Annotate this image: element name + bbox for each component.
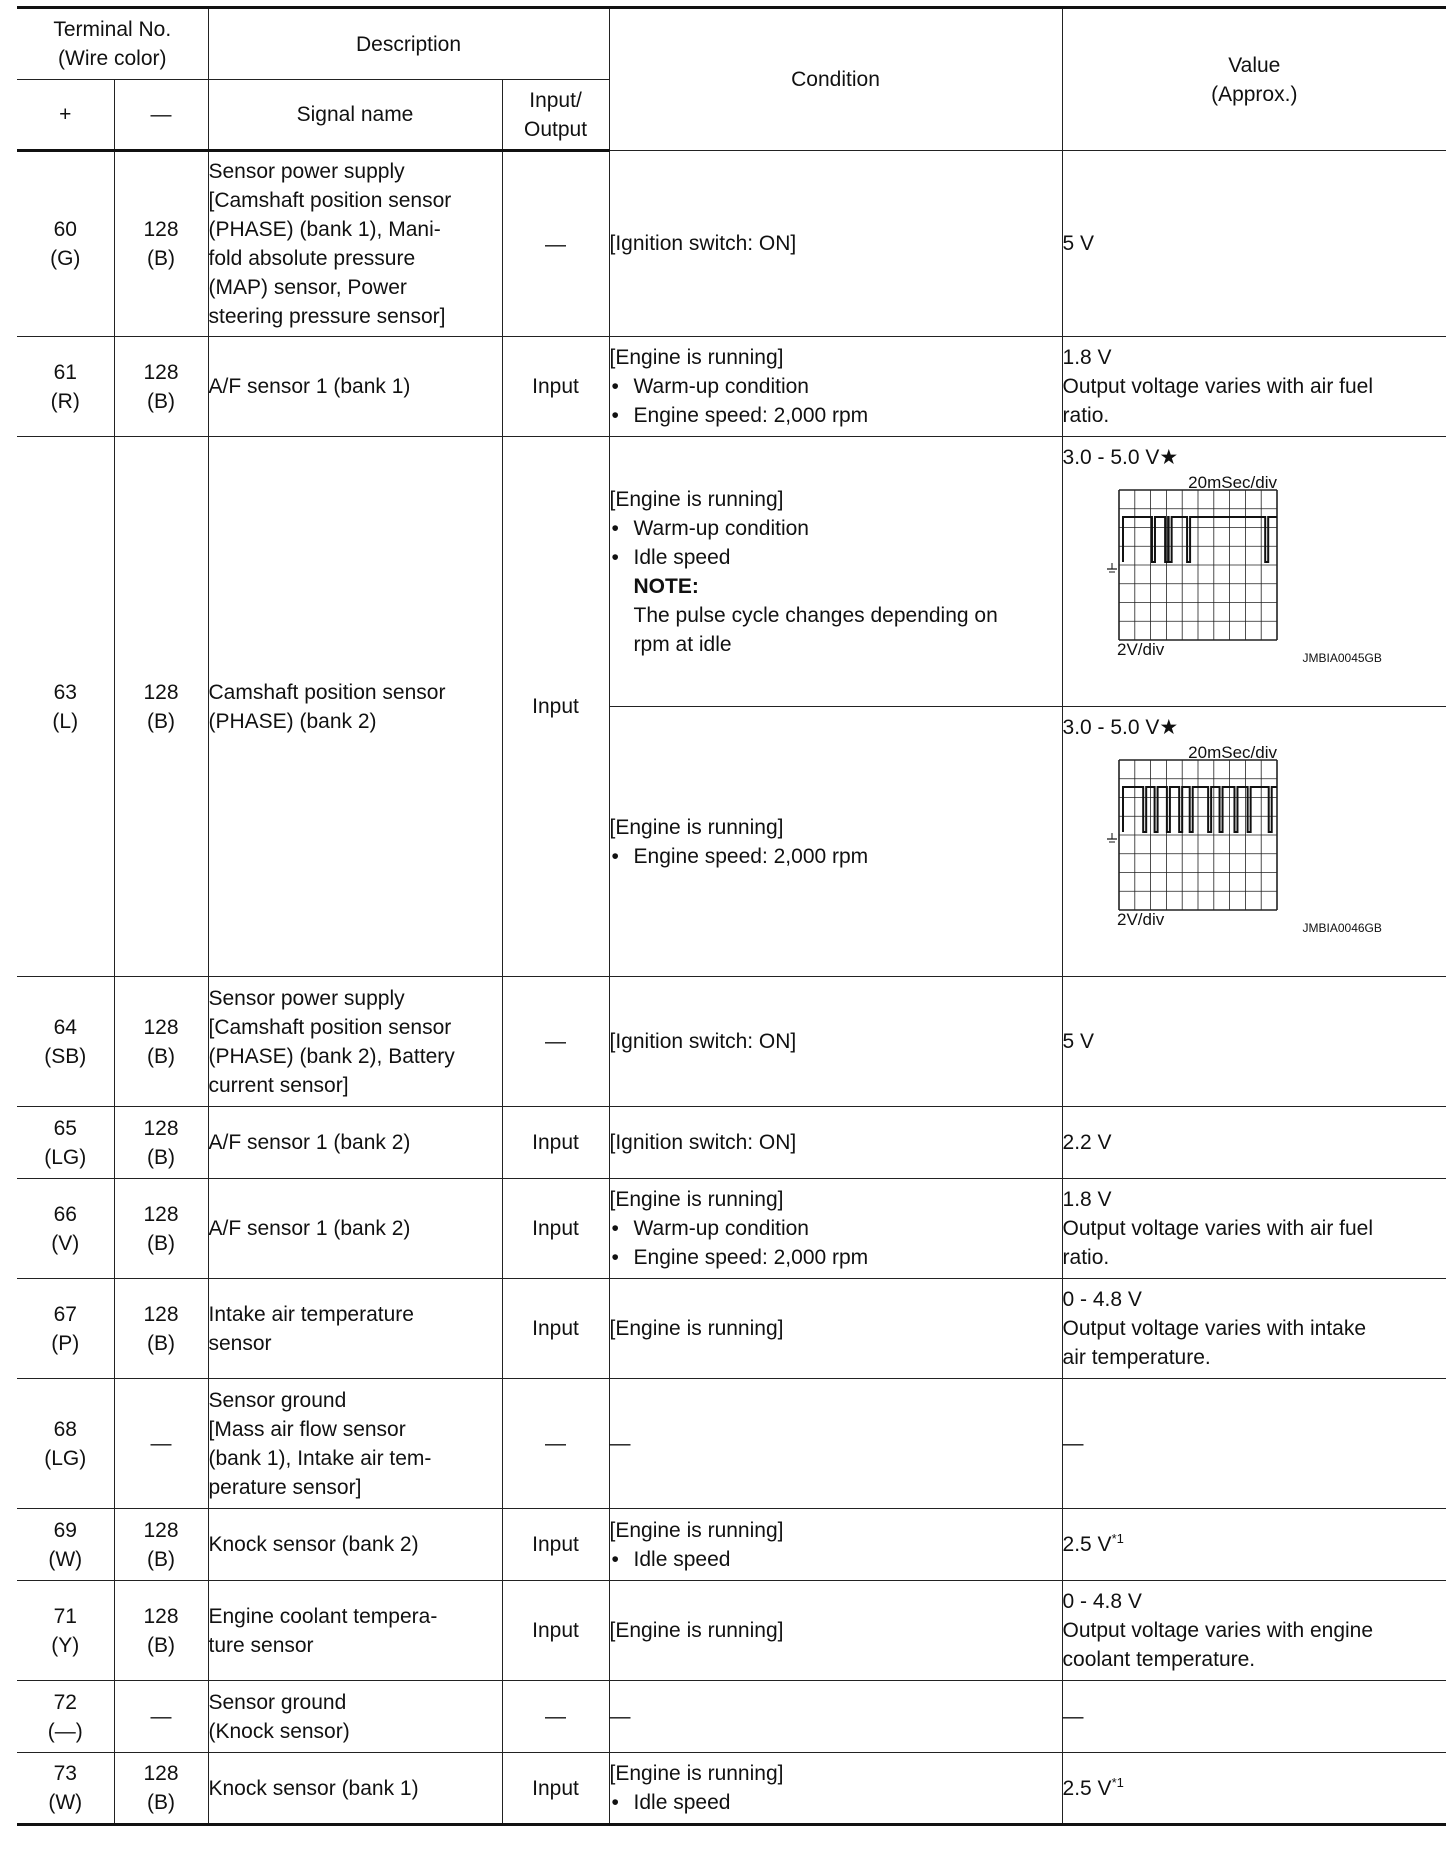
terminal-number: 66 xyxy=(53,1202,77,1226)
value xyxy=(1062,707,1446,977)
condition xyxy=(609,1107,1062,1179)
signal-line: [Camshaft position sensor xyxy=(208,1015,452,1039)
value-line: — xyxy=(1062,1705,1084,1728)
terminal-minus xyxy=(114,1179,208,1279)
note-text: rpm at idle xyxy=(633,632,732,656)
value xyxy=(1062,1179,1446,1279)
signal-name xyxy=(208,151,502,337)
value xyxy=(1062,151,1446,337)
wire-color: (B) xyxy=(147,1331,175,1355)
condition-line: [Engine is running] xyxy=(609,1518,784,1542)
value-line: ratio. xyxy=(1062,1246,1110,1269)
input-output: Input xyxy=(502,1107,609,1179)
signal-name xyxy=(208,1179,502,1279)
condition xyxy=(609,1379,1062,1509)
condition xyxy=(609,437,1062,707)
signal-line: A/F sensor 1 (bank 2) xyxy=(208,1217,411,1240)
value-line: Output voltage varies with engine xyxy=(1062,1619,1374,1642)
terminal-number: 63 xyxy=(53,680,77,704)
signal-name xyxy=(208,1379,502,1509)
terminal-plus xyxy=(17,977,114,1107)
input-output: — xyxy=(502,1681,609,1753)
signal-line: Sensor power supply xyxy=(208,986,405,1010)
condition xyxy=(609,151,1062,337)
signal-line: fold absolute pressure xyxy=(208,247,416,270)
value-line: 0 - 4.8 V xyxy=(1062,1288,1142,1311)
input-output: — xyxy=(502,1379,609,1509)
value-line: Output voltage varies with intake xyxy=(1062,1317,1367,1340)
header-minus: — xyxy=(114,80,208,151)
input-output: Input xyxy=(502,1509,609,1581)
terminal-minus xyxy=(114,1107,208,1179)
terminal-number: 128 xyxy=(143,218,179,241)
header-value-label: Value xyxy=(1228,53,1281,77)
waveform-volt-div: 2V/div xyxy=(1116,910,1164,926)
wire-color: (B) xyxy=(147,389,175,413)
condition-line: [Ignition switch: ON] xyxy=(609,1030,797,1053)
wire-color: (L) xyxy=(52,709,79,733)
signal-line: Sensor ground xyxy=(208,1690,347,1714)
value xyxy=(1062,1581,1446,1681)
value-line: 5 V xyxy=(1062,1030,1095,1053)
signal-line: Sensor power supply xyxy=(208,160,405,183)
note-label: NOTE: xyxy=(633,574,699,598)
condition-line: — xyxy=(609,1705,631,1728)
value xyxy=(1062,1509,1446,1581)
signal-name xyxy=(208,1279,502,1379)
header-approx: (Approx.) xyxy=(1211,82,1298,106)
value-line: 3.0 - 5.0 V★ xyxy=(1062,446,1179,469)
wire-color: (SB) xyxy=(44,1044,87,1068)
value-line: ratio. xyxy=(1062,404,1110,427)
waveform-2 xyxy=(1097,746,1347,926)
note-text: The pulse cycle changes depending on xyxy=(633,603,998,627)
header-input: Input/ xyxy=(529,88,582,112)
signal-line: [Mass air flow sensor xyxy=(208,1417,406,1441)
terminal-plus xyxy=(17,151,114,337)
wire-color: (B) xyxy=(147,1791,175,1814)
condition-bullet: • Engine speed: 2,000 rpm xyxy=(610,1243,1062,1272)
signal-name xyxy=(208,1107,502,1179)
header-description: Description xyxy=(208,8,609,80)
value-line: air temperature. xyxy=(1062,1346,1211,1369)
header-plus: + xyxy=(17,80,114,151)
condition-bullet: • Warm-up condition xyxy=(610,514,1062,543)
signal-line: [Camshaft position sensor xyxy=(208,189,452,212)
input-output: Input xyxy=(502,337,609,437)
signal-line: (Knock sensor) xyxy=(208,1719,350,1743)
signal-line: (PHASE) (bank 2) xyxy=(208,709,377,733)
wire-color: (W) xyxy=(48,1547,83,1571)
table-row xyxy=(17,1581,1446,1681)
condition xyxy=(609,1509,1062,1581)
waveform-volt-div: 2V/div xyxy=(1116,640,1164,656)
value-line: Output voltage varies with air fuel xyxy=(1062,375,1374,398)
signal-name xyxy=(208,1581,502,1681)
wire-color: (V) xyxy=(51,1231,80,1255)
wire-color: (P) xyxy=(51,1331,80,1355)
wire-color: (W) xyxy=(48,1791,83,1814)
table-row xyxy=(17,977,1446,1107)
waveform-time-div: 20mSec/div xyxy=(1187,746,1277,762)
wire-color: (—) xyxy=(47,1719,83,1743)
input-output: Input xyxy=(502,1179,609,1279)
signal-line: sensor xyxy=(208,1331,272,1355)
terminal-number: 128 xyxy=(143,1762,179,1785)
signal-line: A/F sensor 1 (bank 2) xyxy=(208,1131,411,1154)
header-signal-name: Signal name xyxy=(208,80,502,151)
terminal-number: 61 xyxy=(53,360,77,384)
value-line: 2.5 $V^{*1}$ xyxy=(1062,1774,1124,1800)
terminal-number: 71 xyxy=(53,1604,77,1628)
waveform-1 xyxy=(1097,476,1347,656)
waveform-box xyxy=(1063,742,1447,937)
table-row xyxy=(17,437,1446,707)
input-output: Input xyxy=(502,1279,609,1379)
wire-color: (B) xyxy=(147,709,175,733)
signal-line: A/F sensor 1 (bank 1) xyxy=(208,375,411,398)
signal-line: Sensor ground xyxy=(208,1388,347,1412)
input-output: Input xyxy=(502,437,609,977)
signal-name xyxy=(208,1681,502,1753)
wire-color: (LG) xyxy=(44,1446,87,1470)
input-output: Input xyxy=(502,1753,609,1825)
value-line: Output voltage varies with air fuel xyxy=(1062,1217,1374,1240)
value xyxy=(1062,1107,1446,1179)
condition-line: — xyxy=(609,1432,631,1455)
table-row xyxy=(17,1681,1446,1753)
wire-color: (B) xyxy=(147,1633,175,1657)
wire-color: (Y) xyxy=(51,1633,80,1657)
wire-color: (B) xyxy=(147,1145,175,1169)
condition xyxy=(609,1753,1062,1825)
terminal-number: 128 xyxy=(143,1015,179,1039)
condition-line: [Engine is running] xyxy=(609,815,784,839)
condition xyxy=(609,1681,1062,1753)
waveform-code: JMBIA0046GB xyxy=(1302,921,1382,935)
terminal-minus xyxy=(114,1379,208,1509)
value-line: 5 V xyxy=(1062,232,1095,255)
terminal-number: 73 xyxy=(53,1762,77,1785)
value-line: 1.8 V xyxy=(1062,1188,1112,1211)
input-output: — xyxy=(502,977,609,1107)
signal-name xyxy=(208,1509,502,1581)
terminal-number: 72 xyxy=(53,1690,77,1714)
terminal-number: 64 xyxy=(53,1015,77,1039)
wire-color: (B) xyxy=(147,247,175,270)
condition xyxy=(609,977,1062,1107)
terminal-minus xyxy=(114,1681,208,1753)
signal-name xyxy=(208,437,502,977)
terminal-number: 128 xyxy=(143,1518,179,1542)
terminal-minus xyxy=(114,977,208,1107)
value-line: 1.8 V xyxy=(1062,346,1112,369)
condition-bullet: • Engine speed: 2,000 rpm xyxy=(610,401,1062,430)
value-line: — xyxy=(1062,1432,1084,1455)
terminal-number: 68 xyxy=(53,1417,77,1441)
value-line: coolant temperature. xyxy=(1062,1648,1256,1671)
condition-line: [Engine is running] xyxy=(609,1619,784,1642)
condition-bullet: • Idle speed xyxy=(610,543,1062,572)
header-output: Output xyxy=(523,117,588,141)
terminal-plus xyxy=(17,1107,114,1179)
table-row xyxy=(17,1509,1446,1581)
terminal-plus xyxy=(17,1753,114,1825)
signal-line: Knock sensor (bank 2) xyxy=(208,1533,419,1556)
condition-line: [Ignition switch: ON] xyxy=(609,232,797,255)
terminal-number: 60 xyxy=(53,218,77,241)
condition-bullet: • Warm-up condition xyxy=(610,372,1062,401)
condition-bullet: • Warm-up condition xyxy=(610,1214,1062,1243)
condition xyxy=(609,1179,1062,1279)
value-line: 2.5 $V^{*1}$ xyxy=(1062,1531,1124,1556)
value xyxy=(1062,1681,1446,1753)
value xyxy=(1062,1753,1446,1825)
wire-color: (B) xyxy=(147,1547,175,1571)
terminal-minus xyxy=(114,1581,208,1681)
wire-color: (R) xyxy=(50,389,80,413)
table-row xyxy=(17,1753,1446,1825)
terminal-number: — xyxy=(150,1705,172,1728)
terminal-number: — xyxy=(150,1432,172,1455)
header-condition: Condition xyxy=(609,8,1062,151)
condition-line: [Engine is running] xyxy=(609,1188,784,1211)
terminal-plus xyxy=(17,1179,114,1279)
input-output: — xyxy=(502,151,609,337)
header-value xyxy=(1062,8,1446,151)
table-row xyxy=(17,1279,1446,1379)
value xyxy=(1062,337,1446,437)
header-wire-color: (Wire color) xyxy=(58,47,167,70)
table-body xyxy=(17,151,1446,1825)
signal-line: steering pressure sensor] xyxy=(208,305,446,328)
signal-line: Knock sensor (bank 1) xyxy=(208,1776,419,1800)
condition-line: [Ignition switch: ON] xyxy=(609,1131,797,1154)
terminal-plus xyxy=(17,437,114,977)
table-row xyxy=(17,1379,1446,1509)
terminal-number: 128 xyxy=(143,1116,179,1140)
value-footnote: *1 xyxy=(1111,1774,1124,1790)
value xyxy=(1062,437,1446,707)
signal-name xyxy=(208,977,502,1107)
table-row xyxy=(17,1179,1446,1279)
table-row xyxy=(17,151,1446,337)
header-input-output xyxy=(502,80,609,151)
condition-bullet: • Idle speed xyxy=(610,1545,1062,1574)
signal-name xyxy=(208,1753,502,1825)
value xyxy=(1062,1379,1446,1509)
condition xyxy=(609,337,1062,437)
terminal-plus xyxy=(17,1279,114,1379)
table-row xyxy=(17,1107,1446,1179)
terminal-plus xyxy=(17,1681,114,1753)
wire-color: (B) xyxy=(147,1231,175,1255)
signal-line: (MAP) sensor, Power xyxy=(208,276,407,299)
waveform-box xyxy=(1063,472,1447,667)
terminal-table xyxy=(17,6,1446,1826)
terminal-minus xyxy=(114,1509,208,1581)
terminal-number: 69 xyxy=(53,1518,77,1542)
waveform-time-div: 20mSec/div xyxy=(1187,476,1277,492)
signal-line: current sensor] xyxy=(208,1073,349,1097)
value-line: 0 - 4.8 V xyxy=(1062,1590,1142,1613)
input-output: Input xyxy=(502,1581,609,1681)
condition xyxy=(609,707,1062,977)
condition-line: [Engine is running] xyxy=(609,1317,784,1340)
waveform-code: JMBIA0045GB xyxy=(1302,651,1382,665)
terminal-minus xyxy=(114,1279,208,1379)
signal-line: (PHASE) (bank 2), Battery xyxy=(208,1044,455,1068)
terminal-number: 128 xyxy=(143,1302,179,1326)
terminal-number: 128 xyxy=(143,1202,179,1226)
signal-name xyxy=(208,337,502,437)
condition-line: [Engine is running] xyxy=(609,1762,784,1785)
value-line: 2.2 V xyxy=(1062,1131,1112,1154)
terminal-minus xyxy=(114,1753,208,1825)
terminal-minus xyxy=(114,337,208,437)
terminal-minus xyxy=(114,151,208,337)
signal-line: (PHASE) (bank 1), Mani- xyxy=(208,218,441,241)
signal-line: Engine coolant tempera- xyxy=(208,1604,438,1628)
condition xyxy=(609,1581,1062,1681)
terminal-number: 128 xyxy=(143,680,179,704)
condition-bullet: • Idle speed xyxy=(610,1788,1062,1817)
waveform-trace xyxy=(1123,517,1277,562)
terminal-plus xyxy=(17,1509,114,1581)
value-footnote: *1 xyxy=(1111,1531,1124,1546)
terminal-plus xyxy=(17,1379,114,1509)
condition-line: [Engine is running] xyxy=(609,346,784,369)
terminal-plus xyxy=(17,337,114,437)
waveform-trace xyxy=(1123,787,1277,832)
header-terminal xyxy=(17,8,208,80)
terminal-plus xyxy=(17,1581,114,1681)
signal-line: Intake air temperature xyxy=(208,1302,414,1326)
wire-color: (LG) xyxy=(44,1145,87,1169)
value xyxy=(1062,977,1446,1107)
wire-color: (G) xyxy=(50,247,81,270)
condition xyxy=(609,1279,1062,1379)
terminal-number: 67 xyxy=(53,1302,77,1326)
wire-color: (B) xyxy=(147,1044,175,1068)
condition-line: [Engine is running] xyxy=(609,487,784,511)
table-row xyxy=(17,337,1446,437)
terminal-minus xyxy=(114,437,208,977)
terminal-number: 128 xyxy=(143,1604,179,1628)
signal-line: (bank 1), Intake air tem- xyxy=(208,1446,432,1470)
condition-bullet: • Engine speed: 2,000 rpm xyxy=(610,842,1062,871)
terminal-number: 65 xyxy=(53,1116,77,1140)
signal-line: ture sensor xyxy=(208,1633,314,1657)
value xyxy=(1062,1279,1446,1379)
signal-line: perature sensor] xyxy=(208,1475,362,1499)
signal-line: Camshaft position sensor xyxy=(208,680,446,704)
value-line: 3.0 - 5.0 V★ xyxy=(1062,716,1179,739)
terminal-number: 128 xyxy=(143,360,179,384)
header-terminal-no: Terminal No. xyxy=(53,18,172,41)
